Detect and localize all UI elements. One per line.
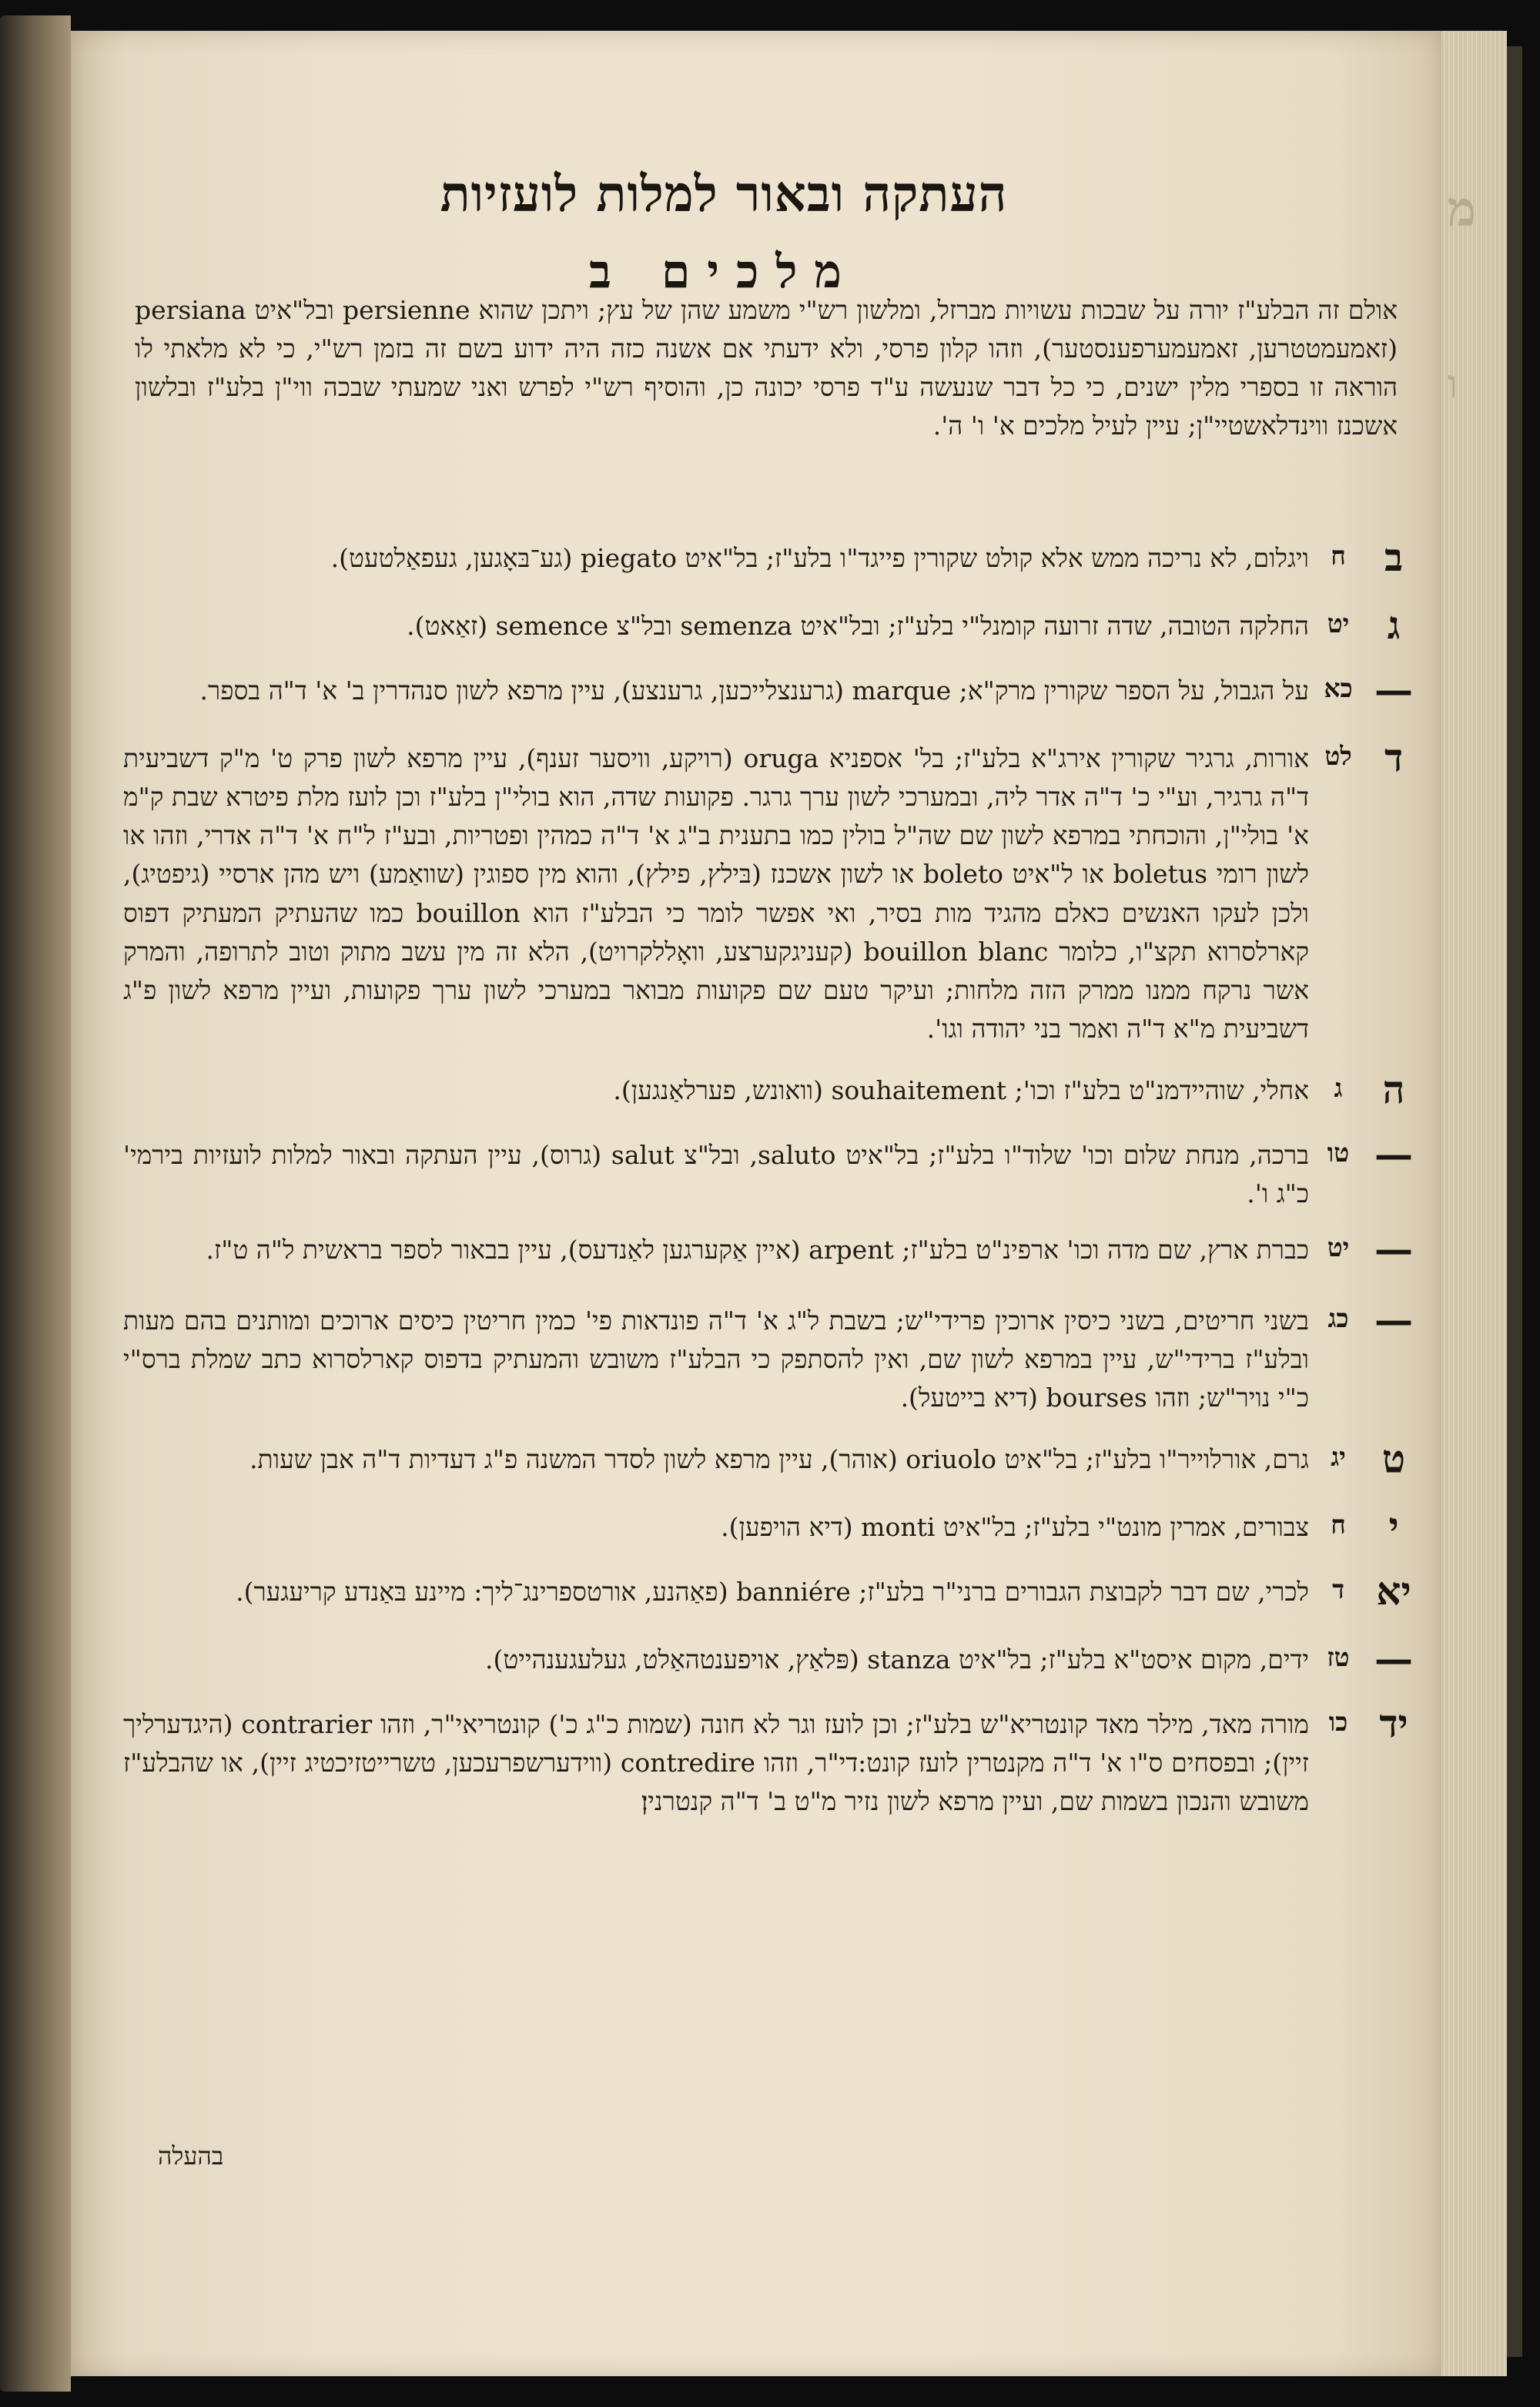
commentary-entry	[123, 1067, 1417, 1125]
commentary-entry	[123, 1636, 1417, 1695]
entry-text: אחלי, שוהיידמנ"ט בלע"ז וכו'; souhaitement (וואונש, פערלאַנגען).	[613, 1075, 1309, 1106]
chapter-number: ג	[1387, 602, 1401, 648]
commentary-entry	[123, 602, 1417, 661]
entries-list	[123, 535, 1417, 1834]
verse-number: ח	[1331, 541, 1346, 571]
catchword: בהעלה	[158, 2141, 224, 2171]
bleed-through-letter-top: מ	[1448, 181, 1476, 237]
verse-number: טו	[1327, 1138, 1350, 1168]
chapter-number: י	[1388, 1504, 1399, 1550]
entry-text: החלקה הטובה, שדה זרועה קומנל"י בלע"ז; ובל"איט semenza ובל"צ semence (זאַאט).	[407, 611, 1309, 641]
entry-text: מורה מאד, מילר מאד קונטריא"ש בלע"ז; וכן לועז וגר לא חונה (שמות כ"ג כ') קונטריאי"ר, וזהו contrarier (היגדערליך זיין); ובפסחים ס"ו א' ד"ה מקנטרין לועז קונט:די"ר, וזהו contredire (ווידערשפרעכען, טשרייטזיכטיג זיין), או שהבלע"ז משובש והנכון בשמות שם, ועיין מרפא לשון נזיר מ"ט ב' ד"ה קנטרנין׃	[123, 1709, 1309, 1817]
entry-text: על הגבול, על הספר שקורין מרק"א; marque (גרענצלייכען, גרענצע), עיין מרפא לשון סנהדרין ב' א' ד"ה בספר.	[199, 676, 1309, 706]
book-cover-edge	[1507, 46, 1522, 2357]
verse-number: טז	[1327, 1642, 1350, 1673]
chapter-number: —	[1374, 1131, 1413, 1178]
verse-number: כו	[1328, 1707, 1348, 1738]
page-title: העתקה ובאור למלות לועזיות	[440, 166, 1008, 223]
commentary-entry	[123, 735, 1417, 1048]
chapter-number: ט	[1381, 1436, 1406, 1482]
entry-text: בשני חריטים, בשני כיסין ארוכין פרידי"ש; בשבת ל"ג א' ד"ה פונדאות פי' כמין חריטין כיסים ארוכים ומותנים בהם מעות ובלע"ז ברידי"ש, עיין במרפא לשון שם, ואין להסתפק כי הבלע"ז משובש והמעתיק בדפוס קארלסרוא כתב שמלת ברס"י כ"י נויר"ש; וזהו bourses (דיא בייטעל).	[123, 1305, 1309, 1413]
verse-number: ח	[1331, 1510, 1346, 1540]
commentary-entry	[123, 1701, 1417, 1821]
commentary-entry	[123, 667, 1417, 726]
chapter-number: ב	[1384, 535, 1404, 580]
verse-number: יט	[1327, 1232, 1350, 1262]
entry-text: כברת ארץ, שם מדה וכו' ארפינ"ט בלע"ז; arpent (איין אַקערגען לאַנדעס), עיין בבאור לספר בראשית ל"ה ט"ז.	[206, 1234, 1309, 1265]
verse-number: לט	[1324, 741, 1352, 771]
commentary-entry	[123, 1225, 1417, 1285]
commentary-entry	[123, 1436, 1417, 1494]
left-page-edge	[0, 15, 71, 2392]
chapter-number: —	[1374, 1225, 1413, 1272]
intro-paragraph: אולם זה הבלע"ז יורה על שבכות עשויות מברזל, ומלשון רש"י משמע שהן של עץ; ויתכן שהוא persienne ובל"איט persiana (זאמעמטטרען, זאמעמערפענסטער), וזהו קלון פרסי, ולא ידעתי אם אשנה כזה היה ידוע בשם זה בזמן רש"י, כי לא מלאתי לו הוראה זו בספרי מלין ישנים, כי כל דבר שנעשה ע"ד פרסי יכונה כן, והוסיף רש"י לפרש ואני שמעתי שבכה ווי"ן בלע"ז ובלשון אשכנז ווינדלאשטיי"ן; עיין לעיל מלכים א' ו' ה'.	[135, 295, 1398, 441]
bleed-through-letter-mid: ו	[1448, 362, 1458, 407]
verse-number: יג	[1331, 1442, 1346, 1473]
chapter-number: —	[1374, 667, 1413, 712]
commentary-entry	[123, 1504, 1417, 1562]
verse-number: כא	[1324, 673, 1353, 703]
verse-number: כג	[1327, 1302, 1349, 1333]
commentary-entry	[123, 1296, 1417, 1417]
entry-text: ברכה, מנחת שלום וכו' שלוד"ו בלע"ז; בל"איט saluto, ובל"צ salut (גרוס), עיין העתקה ובאור למלות לועזיות בירמי' כ"ג ו'.	[123, 1140, 1309, 1209]
verse-number: ג	[1334, 1073, 1343, 1104]
entry-text: ויגלום, לא נריכה ממש אלא קולט שקורין פייגד"ו בלע"ז; בל"איט piegato (גע־בּאָגען, געפאַלטעט).	[330, 543, 1309, 573]
chapter-number: ד	[1384, 735, 1404, 780]
entry-text: גרם, אורלוייר"ו בלע"ז; בל"איט oriuolo (אוהר), עיין מרפא לשון לסדר המשנה פ"ג דעדיות ד"ה אבן שעות.	[249, 1444, 1309, 1475]
book-name: מלכים ב	[589, 245, 859, 299]
verse-number: ד	[1332, 1574, 1344, 1605]
commentary-entry	[123, 535, 1417, 593]
chapter-number: ה	[1382, 1067, 1405, 1113]
chapter-number: —	[1374, 1636, 1413, 1682]
chapter-number: יד	[1379, 1701, 1408, 1747]
verse-number: יט	[1327, 608, 1350, 639]
entry-text: צבורים, אמרין מונט"י בלע"ז; בל"איט monti (דיא הויפען).	[721, 1512, 1309, 1543]
commentary-entry	[123, 1568, 1417, 1627]
commentary-entry	[123, 1131, 1417, 1213]
entry-text: לכרי, שם דבר לקבוצת הגבורים ברני"ר בלע"ז; banniére (פאַהנע, אורטספרינג־ליך: מיינע בּאַנדע קריעגער).	[236, 1577, 1309, 1607]
chapter-number: יא	[1376, 1568, 1411, 1614]
entry-text: ידים, מקום איסט"א בלע"ז; בל"איט stanza (פּלאַץ, אויפענטהאַלט, געלעגענהייט).	[484, 1644, 1309, 1675]
chapter-number: —	[1374, 1296, 1413, 1343]
entry-text: אורות, גרגיר שקורין אירג"א בלע"ז; בל' אספניא oruga (רויקע, וויסער זענף), עיין מרפא לשון פרק ט' מ"ק דשביעית ד"ה גרגיר, וע"י כ' ד"ה אדר ליה, ובמערכי לשון ערך גרגר. פקועות שדה, הוא בולי"ן בלע"ז וכן לועז מלת פיטרא שבת ק"מ א' בולי"ן, והוכחתי במרפא לשון שם שה"ל בולין כמו בתענית ב"ג א' ד"ה כמהין ופטריות, ובע"ז ל"ח א' ד"ה אדרי, וזהו או לשון רומי boletus או ל"איט boleto או לשון אשכנז (בּילץ, פילץ), והוא מין ספוגין (שוואַמע) ויש מהן ארסיי (גיפטיג), ולכן לעקו האנשים כאלם מהגיד מות בסיר, ואי אפשר לומר כי הבלע"ז הוא bouillon כמו שהעתיק המעתיק דפוס קארלסרוא תקצ"ו, כלומר bouillon blanc (קעניגקערצע, וואָללקרויט), הלא זה מין עשב מתוק וטוב לתרופה, והמרק אשר נרקח ממנו ממרק הזה מלחות; ועיקר טעם שם פקועות מבואר במערכי לשון ערך פקועות, ועיין מרפא לשון פ"ג דשביעית מ"א ד"ה ואמר בני יהודה וגו'.	[123, 743, 1310, 1044]
